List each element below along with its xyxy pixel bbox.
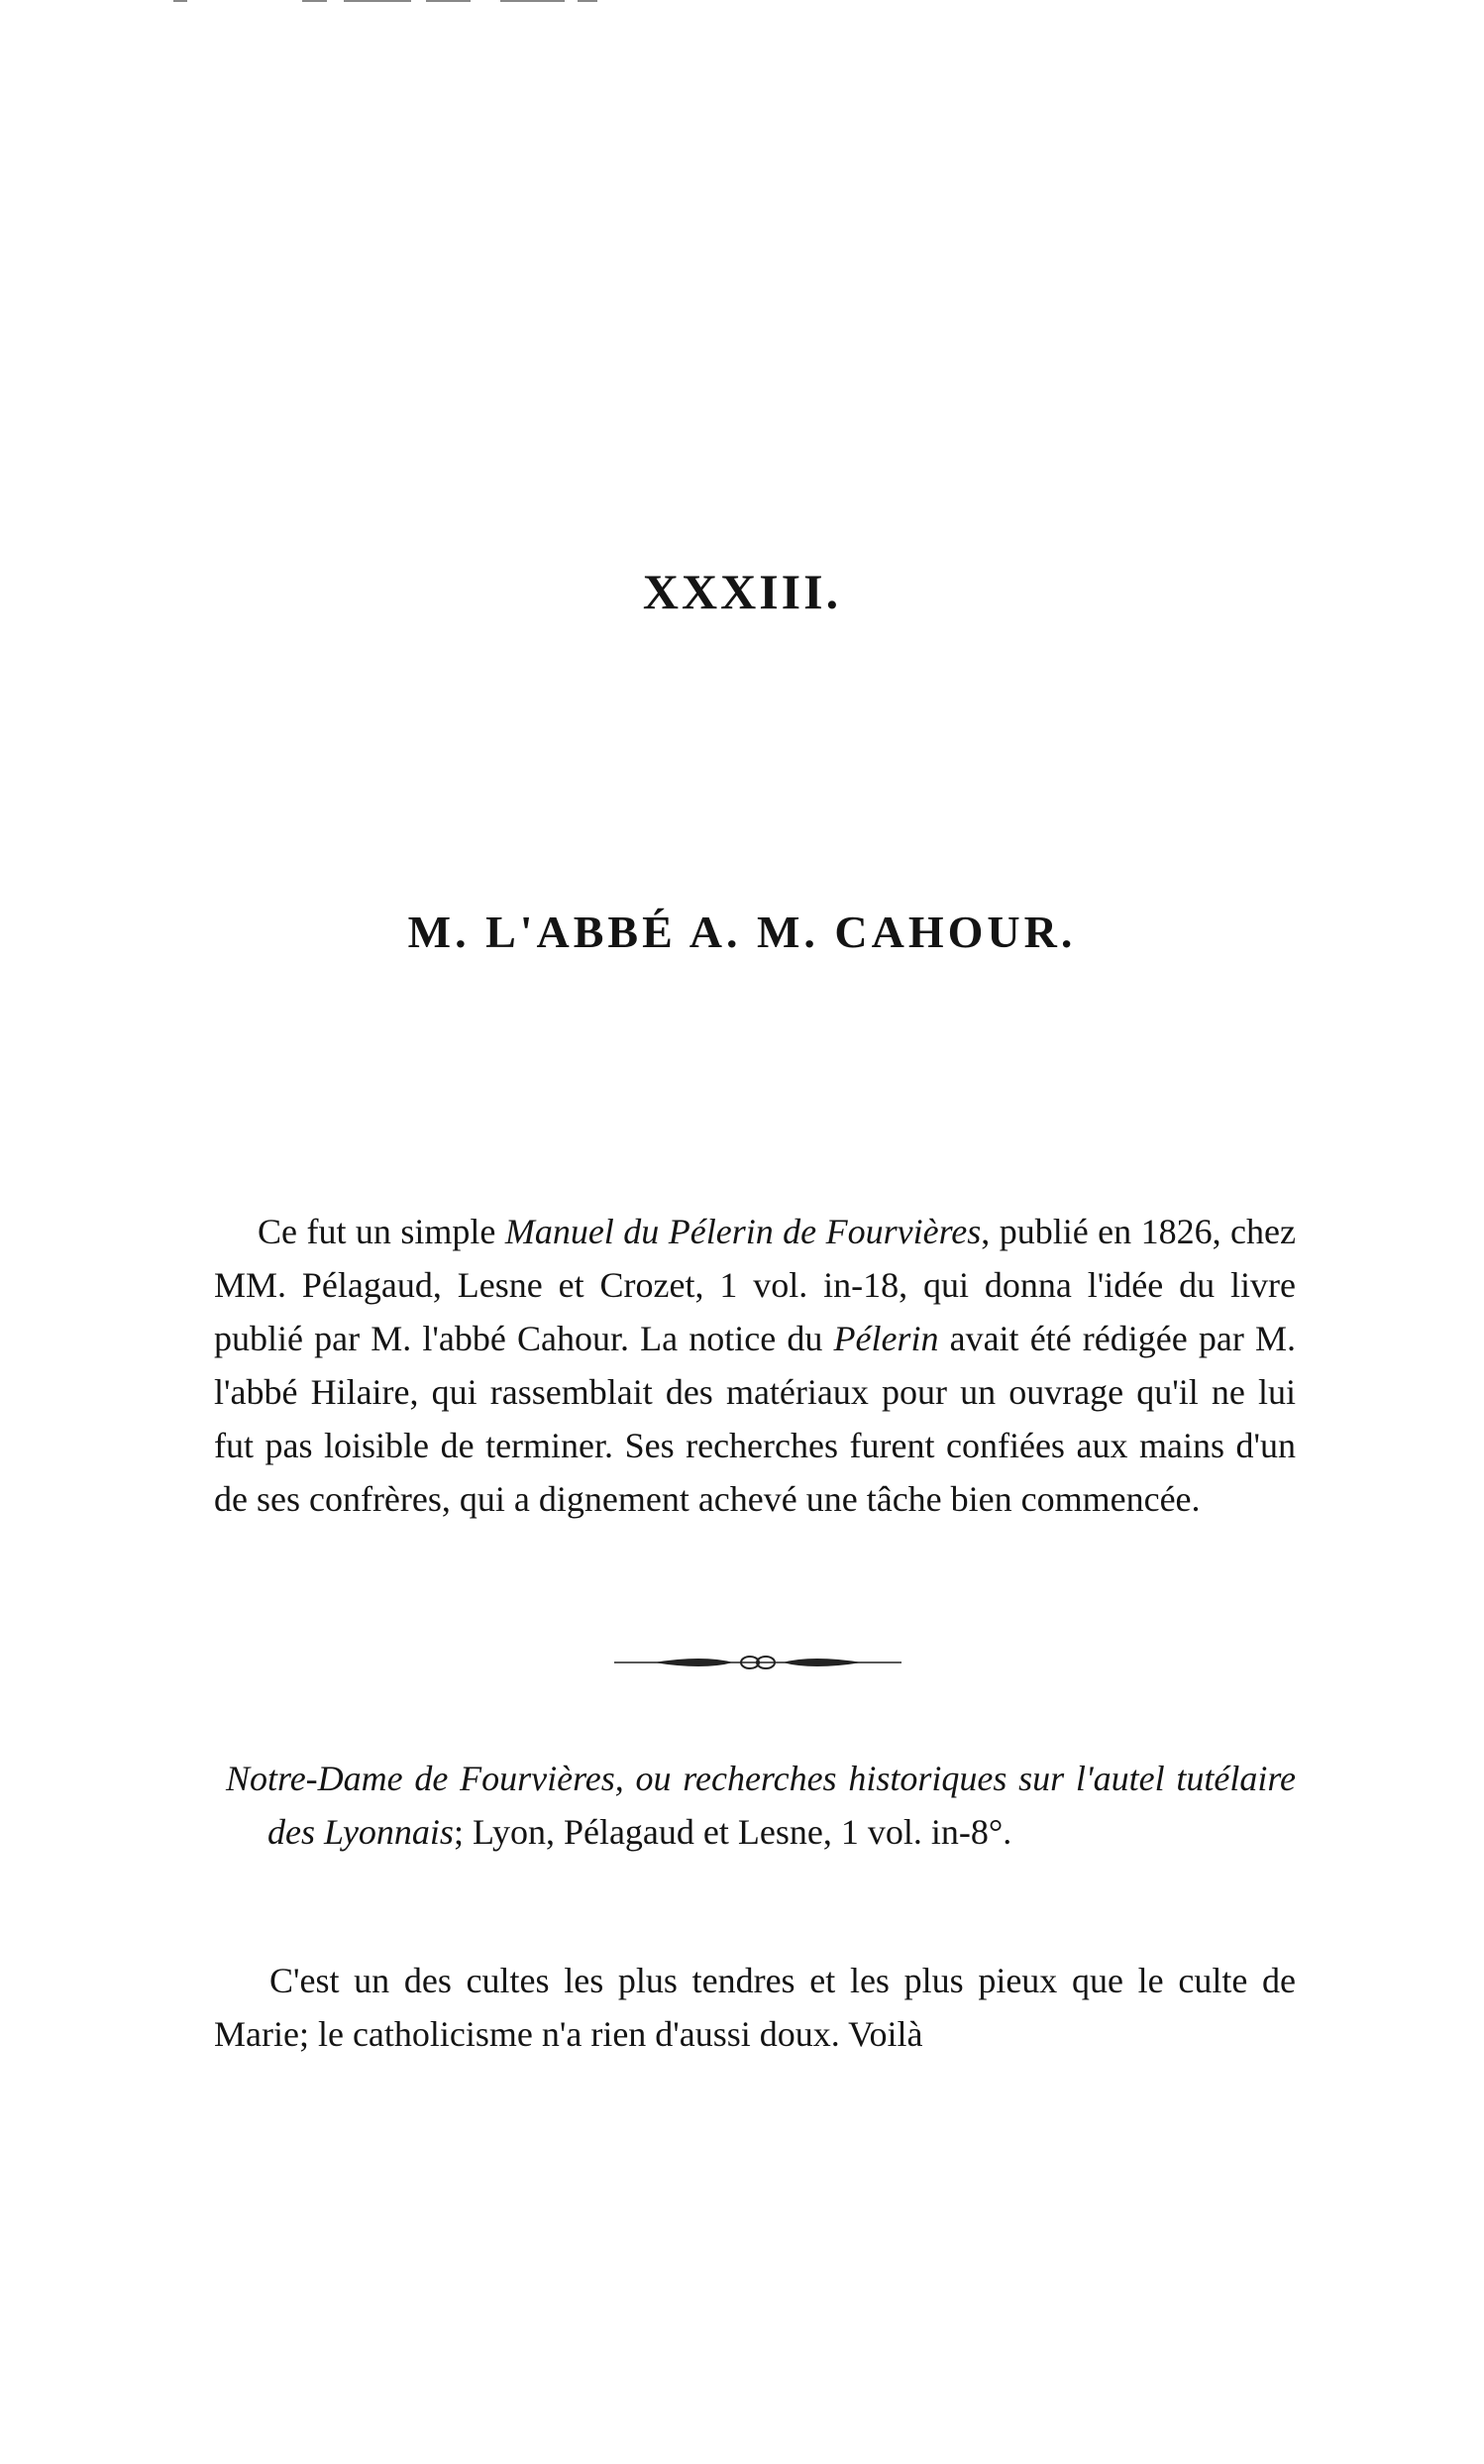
- book-reference: [226, 1752, 1296, 1859]
- intro-text-1: Ce fut un simple: [258, 1212, 505, 1251]
- intro-text-2: , publié en 1826, chez MM. Pélagaud, Lesne et Crozet, 1 vol. in-18, qui donna l'idée du livre publié par M. l'abbé Cahour. La notice du: [214, 1212, 1296, 1358]
- page-edge-marks: [173, 0, 599, 4]
- intro-book-title: Manuel du Pélerin de Fourvières: [504, 1212, 982, 1251]
- chapter-title: M. L'ABBÉ A. M. CAHOUR.: [407, 907, 1077, 957]
- body-paragraph: C'est un des cultes les plus tendres et les plus pieux que le culte de Marie; le catholicisme n'a rien d'aussi doux. Voilà: [214, 1961, 1296, 2054]
- book-reference-details: ; Lyon, Pélagaud et Lesne, 1 vol. in-8°.: [453, 1812, 1012, 1852]
- intro-paragraph: [214, 1205, 1296, 1526]
- section-divider-ornament: [614, 1651, 901, 1674]
- chapter-number: XXXIII.: [642, 564, 842, 619]
- intro-short-title: Pélerin: [833, 1319, 939, 1358]
- intro-text-3: avait été rédigée par M. l'abbé Hilaire, qui rassemblait des matériaux pour un ouvrage qu'il ne lui fut pas loisible de terminer. Ses recherches furent confiées aux mains d'un de ses confrères, qui a dignement achevé une tâche bien commencée.: [214, 1319, 1296, 1519]
- book-reference-title: Notre-Dame de Fourvières, ou recherches historiques sur l'autel tutélaire des Lyonnais: [226, 1759, 1296, 1852]
